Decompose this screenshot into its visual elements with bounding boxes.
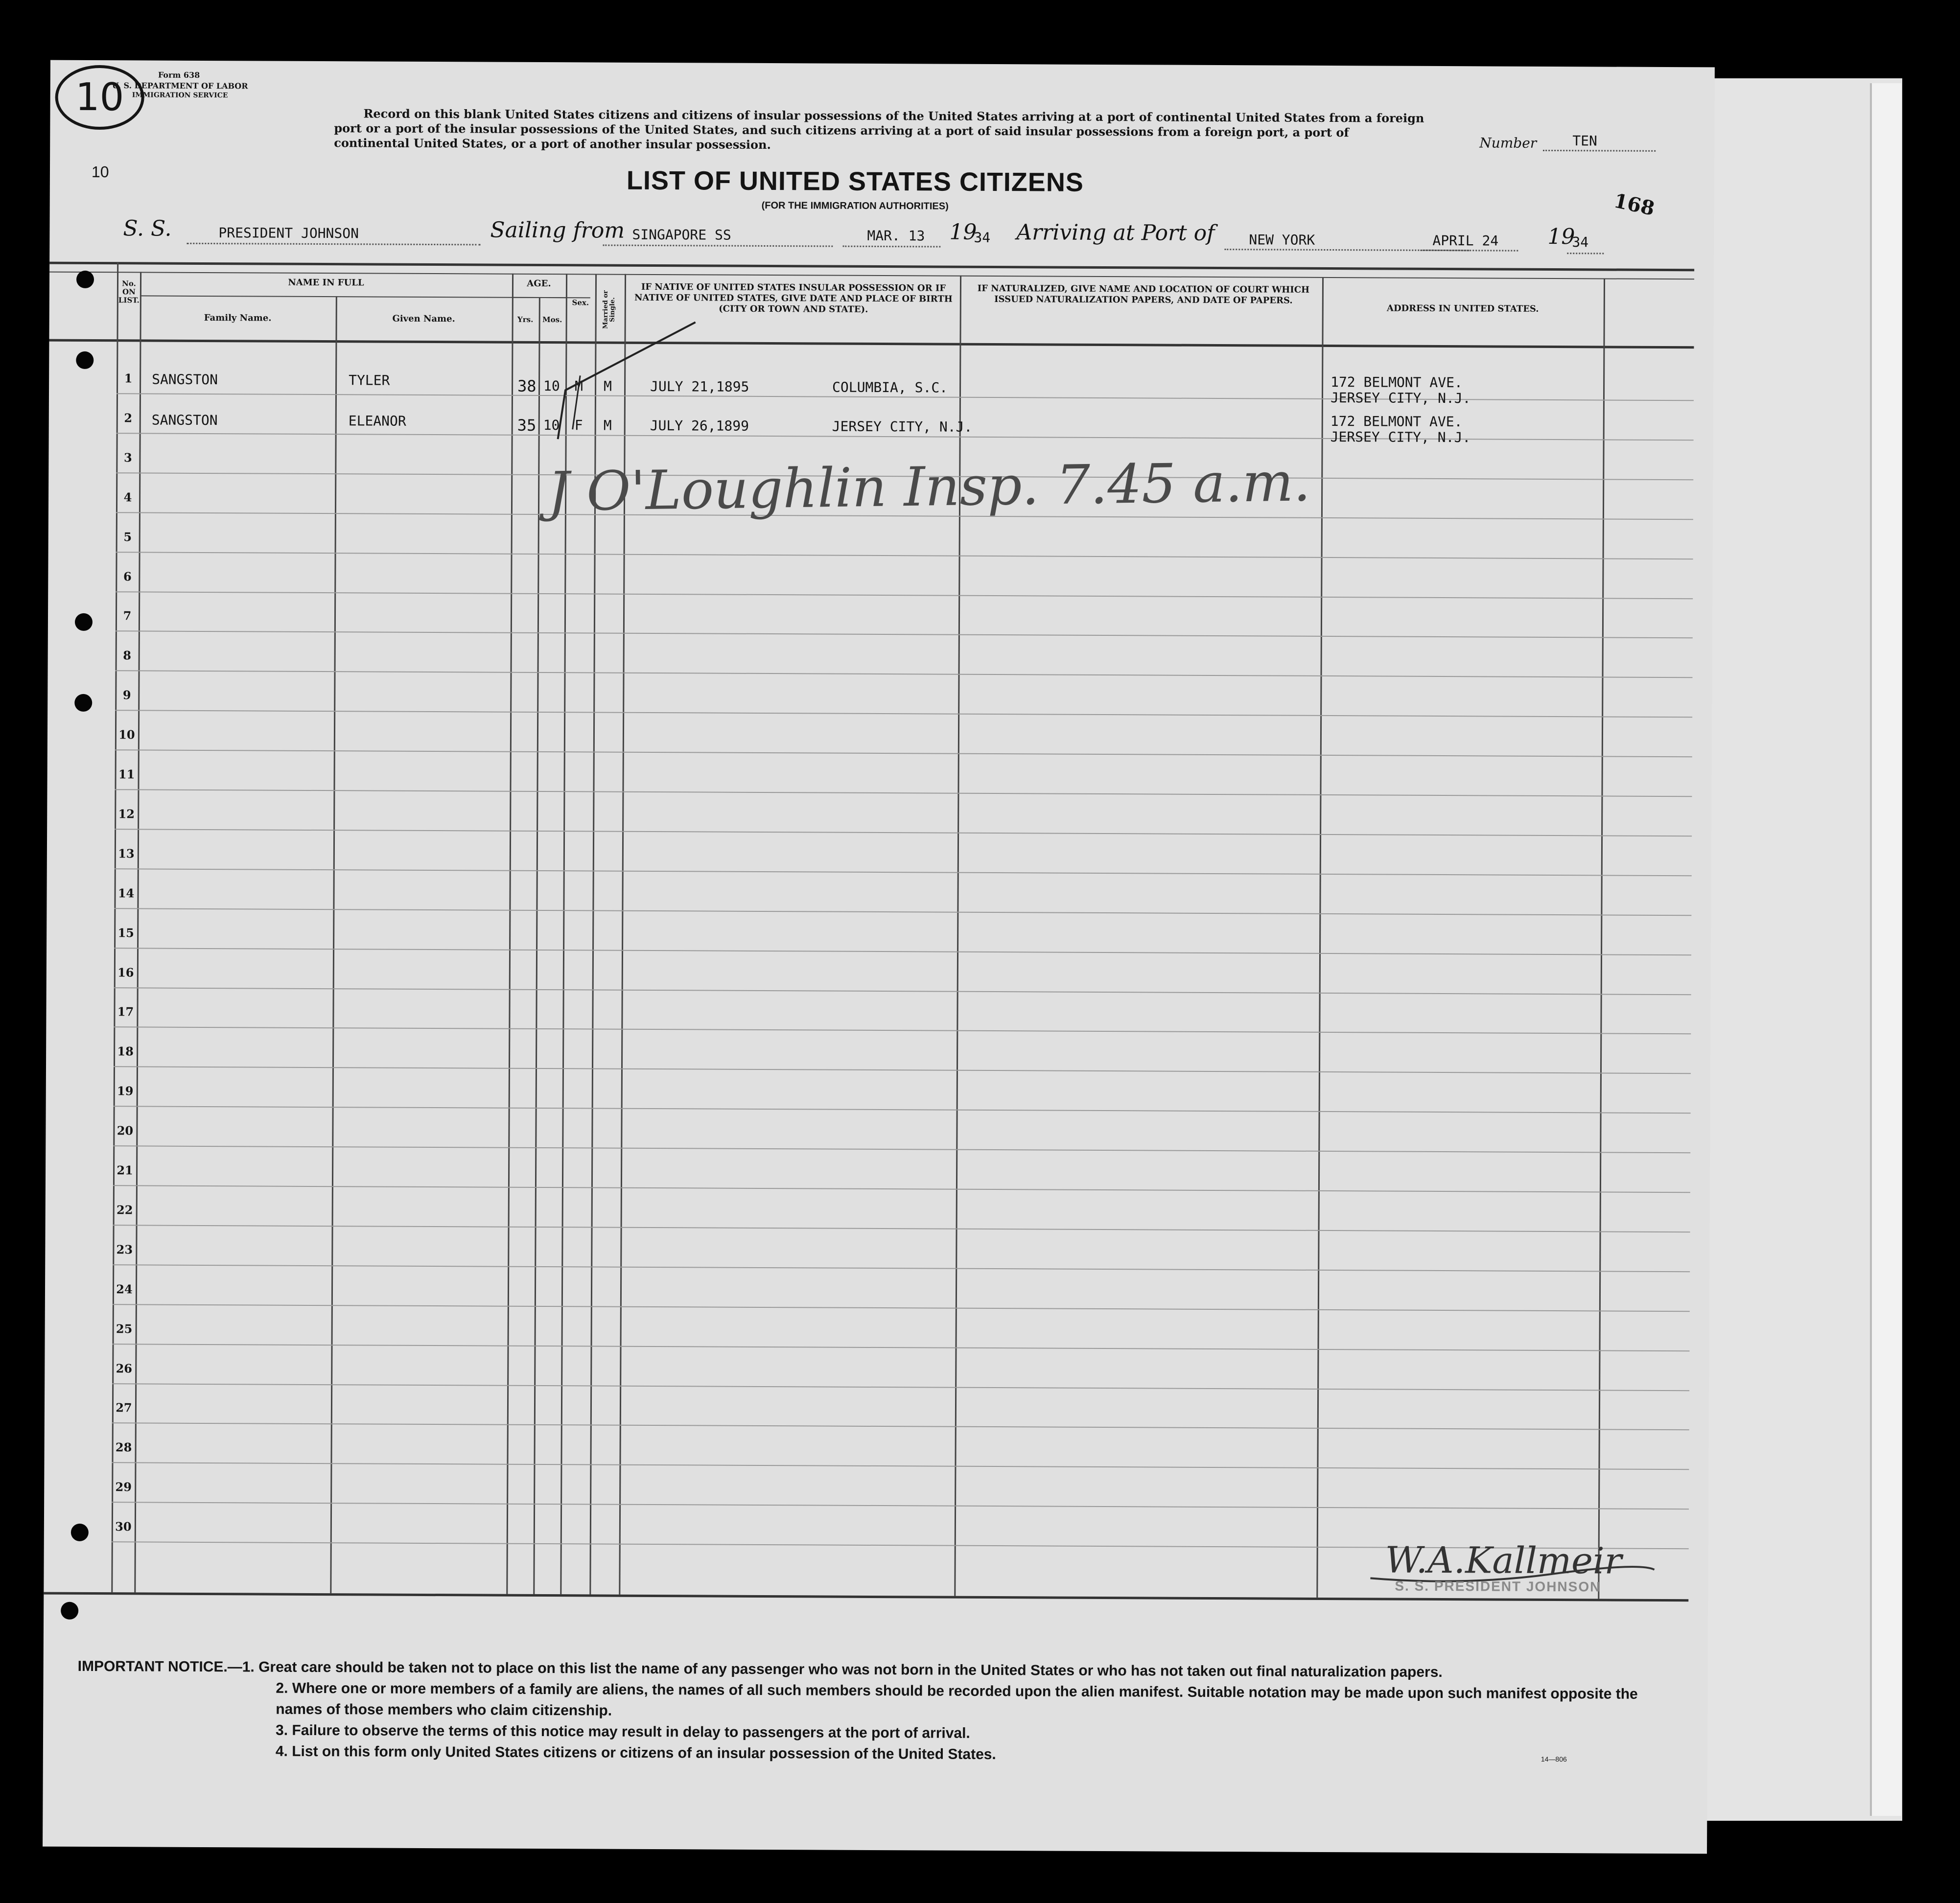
row-rule <box>113 1185 1690 1193</box>
passenger-1-mos: 10 <box>543 378 560 395</box>
notice-item-4: 4. List on this form only United States citizens or citizens of an insular possession of the United States. <box>275 1743 996 1763</box>
notice-item-1: IMPORTANT NOTICE.—1. Great care should be taken not to place on this list the name of any passenger who was not born in the United States or who has not taken out final naturalization papers. <box>77 1658 1443 1681</box>
row-number: 15 <box>117 925 134 940</box>
row-number: 28 <box>115 1440 132 1455</box>
page-subtitle: (FOR THE IMMIGRATION AUTHORITIES) <box>761 200 949 212</box>
row-number: 26 <box>116 1361 133 1375</box>
from-port-line <box>603 245 833 247</box>
row-rule <box>113 1304 1690 1312</box>
row-rule <box>113 1264 1690 1272</box>
row-number: 20 <box>117 1123 134 1138</box>
passenger-2-birth-place: JERSEY CITY, N.J. <box>832 418 973 435</box>
form-id: Form 638 <box>158 70 200 80</box>
checkmark-strokes <box>553 317 700 444</box>
ship-stamp: S. S. PRESIDENT JOHNSON <box>1395 1578 1601 1595</box>
row-rule <box>115 749 1692 757</box>
row-number: 29 <box>115 1480 132 1494</box>
row-number: 22 <box>116 1203 133 1217</box>
punch-hole <box>74 694 92 712</box>
col-rule-age <box>506 274 513 1594</box>
row-number: 10 <box>118 727 135 742</box>
row-rule <box>115 868 1692 876</box>
row-rule <box>114 987 1691 995</box>
passenger-1-birth-date: JULY 21,1895 <box>650 378 749 395</box>
row-number: 18 <box>117 1044 134 1059</box>
passenger-2-sex: F <box>574 417 583 434</box>
underlying-page-edge <box>1870 83 1901 1816</box>
service-label: IMMIGRATION SERVICE <box>132 91 228 100</box>
header-bottom-border <box>49 339 1694 349</box>
passenger-2-given: ELEANOR <box>348 413 406 429</box>
passenger-2-family: SANGSTON <box>151 412 218 429</box>
passenger-2-married: M <box>603 417 612 434</box>
header-given-name: Given Name. <box>392 313 455 325</box>
arrival-date-line <box>1420 250 1518 252</box>
number-value: TEN <box>1572 133 1597 149</box>
margin-number: 10 <box>91 162 109 181</box>
row-rule <box>113 1145 1690 1153</box>
corner-number: 10 <box>75 75 124 120</box>
row-rule <box>114 908 1691 916</box>
arrival-date: APRIL 24 <box>1432 232 1499 249</box>
row-number: 27 <box>116 1400 132 1415</box>
arrival-year-prefix: 19 <box>1547 224 1575 250</box>
arriving-label: Arriving at Port of <box>1016 220 1215 246</box>
passenger-1-address-line2: JERSEY CITY, N.J. <box>1330 390 1471 407</box>
ss-label: S. S. <box>123 216 172 241</box>
row-rule <box>114 1066 1691 1074</box>
page-title: LIST OF UNITED STATES CITIZENS <box>626 165 1084 197</box>
row-number: 4 <box>123 489 132 505</box>
row-rules <box>50 60 1715 68</box>
row-number: 9 <box>122 688 131 702</box>
punch-hole <box>71 1524 89 1541</box>
row-number: 24 <box>116 1281 133 1297</box>
row-number: 12 <box>118 807 135 821</box>
header-yrs: Yrs. <box>517 315 534 324</box>
header-name-in-full: NAME IN FULL <box>288 277 364 288</box>
row-number: 23 <box>116 1242 133 1257</box>
notice-item-2: 2. Where one or more members of a family are aliens, the names of all such members should be recorded upon the alien manifest. Suitable notation may be made upon such manifest opposite the names of those members who claim citizenship. <box>276 1680 1638 1719</box>
row-rule <box>116 631 1693 639</box>
sail-year-prefix: 19 <box>949 219 977 245</box>
col-rule-given <box>330 296 337 1593</box>
header-age: AGE. <box>527 278 551 289</box>
important-notice <box>77 1656 1669 1768</box>
row-rule <box>116 670 1693 678</box>
row-rule <box>114 1027 1691 1035</box>
passenger-1-family: SANGSTON <box>152 371 218 388</box>
passenger-1-birth-place: COLUMBIA, S.C. <box>832 379 948 396</box>
punch-hole <box>76 271 94 288</box>
row-number: 16 <box>117 965 134 979</box>
row-number: 1 <box>124 371 133 386</box>
row-rule <box>112 1462 1689 1470</box>
manifest-sheet <box>43 60 1715 1854</box>
passenger-2-birth-date: JULY 26,1899 <box>650 417 749 434</box>
arrival-year: 34 <box>1572 234 1589 251</box>
row-number: 19 <box>117 1084 134 1098</box>
col-rule-end <box>1598 278 1605 1599</box>
punch-hole <box>61 1602 78 1620</box>
instructions: Record on this blank United States citizens and citizens of insular possessions of the United States arriving at a port of continental United States from a foreign port or a port of the insular possessions of the United States, and such citizens arriving at a port of said insular possessions from a foreign port, a port of continental United States, or a port of another insular possession. <box>334 106 1424 152</box>
number-line <box>1543 150 1656 152</box>
master-signature: W.A.Kallmeir <box>1385 1539 1622 1582</box>
row-rule <box>114 1106 1691 1114</box>
inspector-annotation: J O'Loughlin Insp. 7.45 a.m. <box>547 450 1311 523</box>
sailing-from-label: Sailing from <box>490 217 625 243</box>
row-rule <box>115 829 1692 836</box>
row-rule <box>116 552 1693 559</box>
row-rule <box>116 591 1693 599</box>
sail-date-line <box>842 246 940 248</box>
row-number: 7 <box>123 608 132 623</box>
header-sex: Sex. <box>572 298 589 307</box>
row-rule <box>113 1225 1690 1232</box>
notice-heading: IMPORTANT NOTICE.— <box>77 1658 242 1675</box>
row-number: 5 <box>123 529 132 544</box>
passenger-2-yrs: 35 <box>517 416 537 435</box>
punch-hole <box>76 351 93 369</box>
row-number: 14 <box>117 885 135 901</box>
row-number: 2 <box>124 411 133 425</box>
header-mos: Mos. <box>542 315 562 325</box>
row-number: 6 <box>123 569 132 583</box>
passenger-2-mos: 10 <box>543 417 560 434</box>
row-number: 8 <box>123 648 132 663</box>
row-number: 25 <box>116 1321 133 1336</box>
row-rule <box>113 1344 1690 1351</box>
passenger-1-married: M <box>604 378 612 395</box>
header-married: Married or Single. <box>602 290 616 329</box>
ship-line <box>187 243 480 246</box>
header-address: ADDRESS IN UNITED STATES. <box>1386 303 1539 314</box>
row-number: 3 <box>124 450 132 465</box>
row-number: 11 <box>118 767 135 782</box>
number-label: Number <box>1479 135 1537 151</box>
row-rule <box>112 1423 1689 1431</box>
arrival-port: NEW YORK <box>1249 232 1315 248</box>
col-rule-address <box>1316 277 1324 1598</box>
row-number: 21 <box>117 1163 133 1178</box>
notice-item-3: 3. Failure to observe the terms of this notice may result in delay to passengers at the port of arrival. <box>276 1722 970 1741</box>
sail-year: 34 <box>974 229 991 246</box>
arrival-year-line <box>1567 253 1604 254</box>
row-rule <box>115 789 1692 797</box>
col-rule-mos <box>533 297 540 1594</box>
passenger-1-sex: M <box>575 378 583 395</box>
row-rule <box>115 710 1692 718</box>
passenger-1-address-line1: 172 BELMONT AVE. <box>1330 374 1463 391</box>
header-birth: IF NATIVE OF UNITED STATES INSULAR POSSESSION OR IF NATIVE OF UNITED STATES, GIVE DATE AND PLACE OF BIRTH (CITY OR TOWN AND STATE). <box>634 281 953 315</box>
row-rule <box>114 948 1691 955</box>
passenger-1-given: TYLER <box>349 372 390 389</box>
header-no: No. ON LIST. <box>118 279 140 305</box>
passenger-2-address-line1: 172 BELMONT AVE. <box>1330 413 1463 430</box>
table-top-border <box>49 262 1694 272</box>
punch-hole <box>75 613 93 631</box>
row-number: 17 <box>117 1004 134 1019</box>
row-number: 30 <box>115 1519 132 1534</box>
stamp-number: 168 <box>1611 189 1657 221</box>
passenger-1-yrs: 38 <box>517 376 537 395</box>
ship-name: PRESIDENT JOHNSON <box>218 225 359 242</box>
row-rule <box>112 1502 1689 1509</box>
department-label: U. S. DEPARTMENT OF LABOR <box>112 81 248 91</box>
row-rule <box>112 1383 1689 1391</box>
print-code: 14—806 <box>1540 1755 1567 1764</box>
sail-date: MAR. 13 <box>867 227 925 244</box>
row-number: 13 <box>118 846 135 861</box>
header-naturalized: IF NATURALIZED, GIVE NAME AND LOCATION OF COURT WHICH ISSUED NATURALIZATION PAPERS, AND DATE OF PAPERS. <box>977 283 1310 306</box>
from-port: SINGAPORE SS <box>632 226 731 243</box>
passenger-2-address-line2: JERSEY CITY, N.J. <box>1330 429 1471 446</box>
header-family-name: Family Name. <box>204 312 272 324</box>
